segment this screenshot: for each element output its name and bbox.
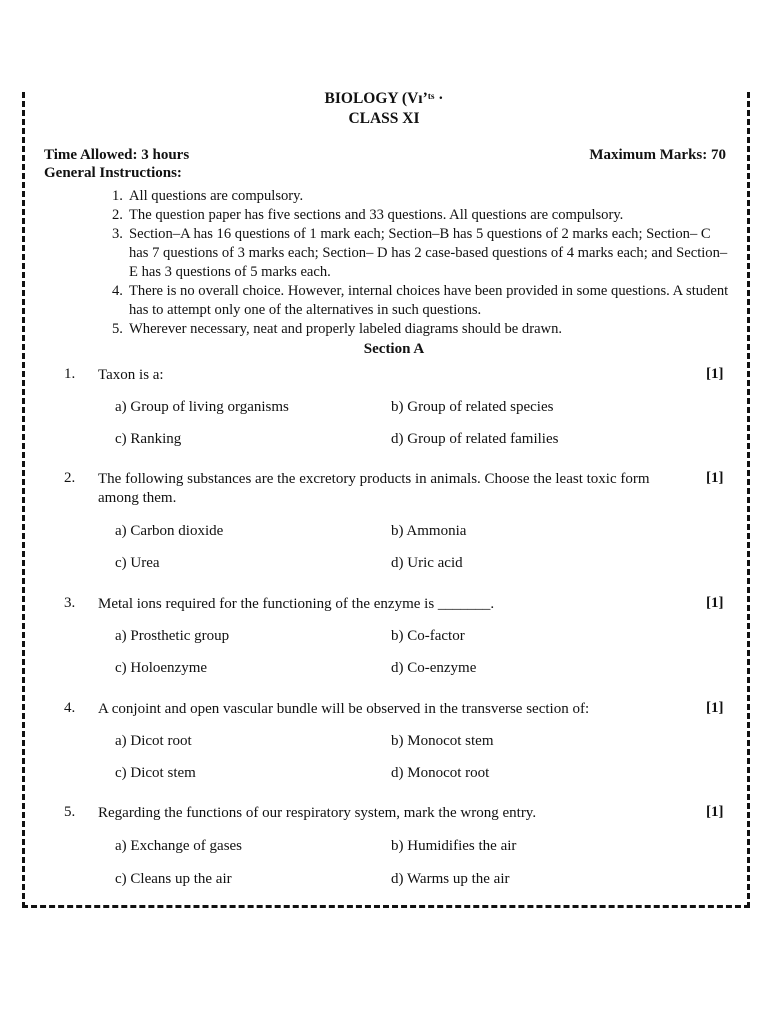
instruction-text: Wherever necessary, neat and properly labeled diagrams should be drawn. bbox=[129, 321, 563, 337]
instruction-number: 4. bbox=[112, 283, 123, 299]
option-a: a) Group of living organisms bbox=[115, 399, 289, 415]
option-c: c) Urea bbox=[115, 555, 160, 571]
option-b: b) Group of related species bbox=[391, 399, 554, 415]
option-c: c) Cleans up the air bbox=[115, 871, 232, 887]
question-marks: [1] bbox=[706, 470, 724, 486]
option-a: a) Carbon dioxide bbox=[115, 523, 224, 539]
option-c: c) Holoenzyme bbox=[115, 660, 208, 676]
instruction-number: 1. bbox=[112, 188, 123, 204]
instruction-item bbox=[112, 282, 732, 320]
option-a: a) Exchange of gases bbox=[115, 838, 243, 854]
option-b: b) Humidifies the air bbox=[391, 838, 517, 854]
option-b: b) Co-factor bbox=[391, 628, 465, 644]
instruction-item bbox=[112, 320, 732, 339]
instruction-text: There is no overall choice. However, internal choices have been provided in some questions. A student has to attempt only one of the alternatives in such questions. bbox=[129, 283, 729, 318]
question-text: Taxon is a: bbox=[98, 367, 164, 383]
option-b: b) Ammonia bbox=[391, 523, 467, 539]
option-a: a) Dicot root bbox=[115, 733, 192, 749]
option-c: c) Dicot stem bbox=[115, 765, 196, 781]
question-marks: [1] bbox=[706, 700, 724, 716]
instruction-item bbox=[112, 225, 732, 282]
question-text: A conjoint and open vascular bundle will be observed in the transverse section of: bbox=[98, 701, 590, 717]
paper-class-title: CLASS XI bbox=[348, 110, 420, 127]
question-number: 2. bbox=[64, 470, 76, 486]
instruction-number: 2. bbox=[112, 207, 123, 223]
option-d: d) Uric acid bbox=[391, 555, 463, 571]
maximum-marks: Maximum Marks: 70 bbox=[589, 147, 726, 163]
question-text: The following substances are the excretory products in animals. Choose the least toxic form among them. bbox=[98, 471, 650, 506]
question-marks: [1] bbox=[706, 366, 724, 382]
option-c: c) Ranking bbox=[115, 431, 182, 447]
paper-subject-title: BIOLOGY (Vı’ᵗˢ · bbox=[324, 90, 444, 107]
instruction-number: 5. bbox=[112, 321, 123, 337]
question-marks: [1] bbox=[706, 595, 724, 611]
general-instructions-title: General Instructions: bbox=[44, 165, 182, 181]
question-text: Regarding the functions of our respiratory system, mark the wrong entry. bbox=[98, 805, 537, 821]
option-d: d) Warms up the air bbox=[391, 871, 510, 887]
question-marks: [1] bbox=[706, 804, 724, 820]
question-number: 3. bbox=[64, 595, 76, 611]
instruction-number: 3. bbox=[112, 226, 123, 242]
option-b: b) Monocot stem bbox=[391, 733, 494, 749]
question-text: Metal ions required for the functioning of the enzyme is _______. bbox=[98, 596, 495, 612]
instruction-text: Section–A has 16 questions of 1 mark each; Section–B has 5 questions of 2 marks each; Section– C has 7 questions of 3 marks each; Section– D has 2 case-based questions of 4 marks each; and Section–E has 3 questions of 5 marks each. bbox=[129, 226, 728, 280]
instruction-item bbox=[112, 187, 732, 206]
question-number: 1. bbox=[64, 366, 76, 382]
instruction-text: All questions are compulsory. bbox=[129, 188, 304, 204]
option-a: a) Prosthetic group bbox=[115, 628, 230, 644]
option-d: d) Group of related families bbox=[391, 431, 559, 447]
option-d: d) Monocot root bbox=[391, 765, 490, 781]
section-title: Section A bbox=[363, 341, 425, 357]
option-d: d) Co-enzyme bbox=[391, 660, 477, 676]
instruction-text: The question paper has five sections and 33 questions. All questions are compulsory. bbox=[129, 207, 624, 223]
time-allowed: Time Allowed: 3 hours bbox=[44, 147, 190, 163]
instructions-list bbox=[112, 187, 732, 339]
question-number: 5. bbox=[64, 804, 76, 820]
instruction-item bbox=[112, 206, 732, 225]
question-number: 4. bbox=[64, 700, 76, 716]
